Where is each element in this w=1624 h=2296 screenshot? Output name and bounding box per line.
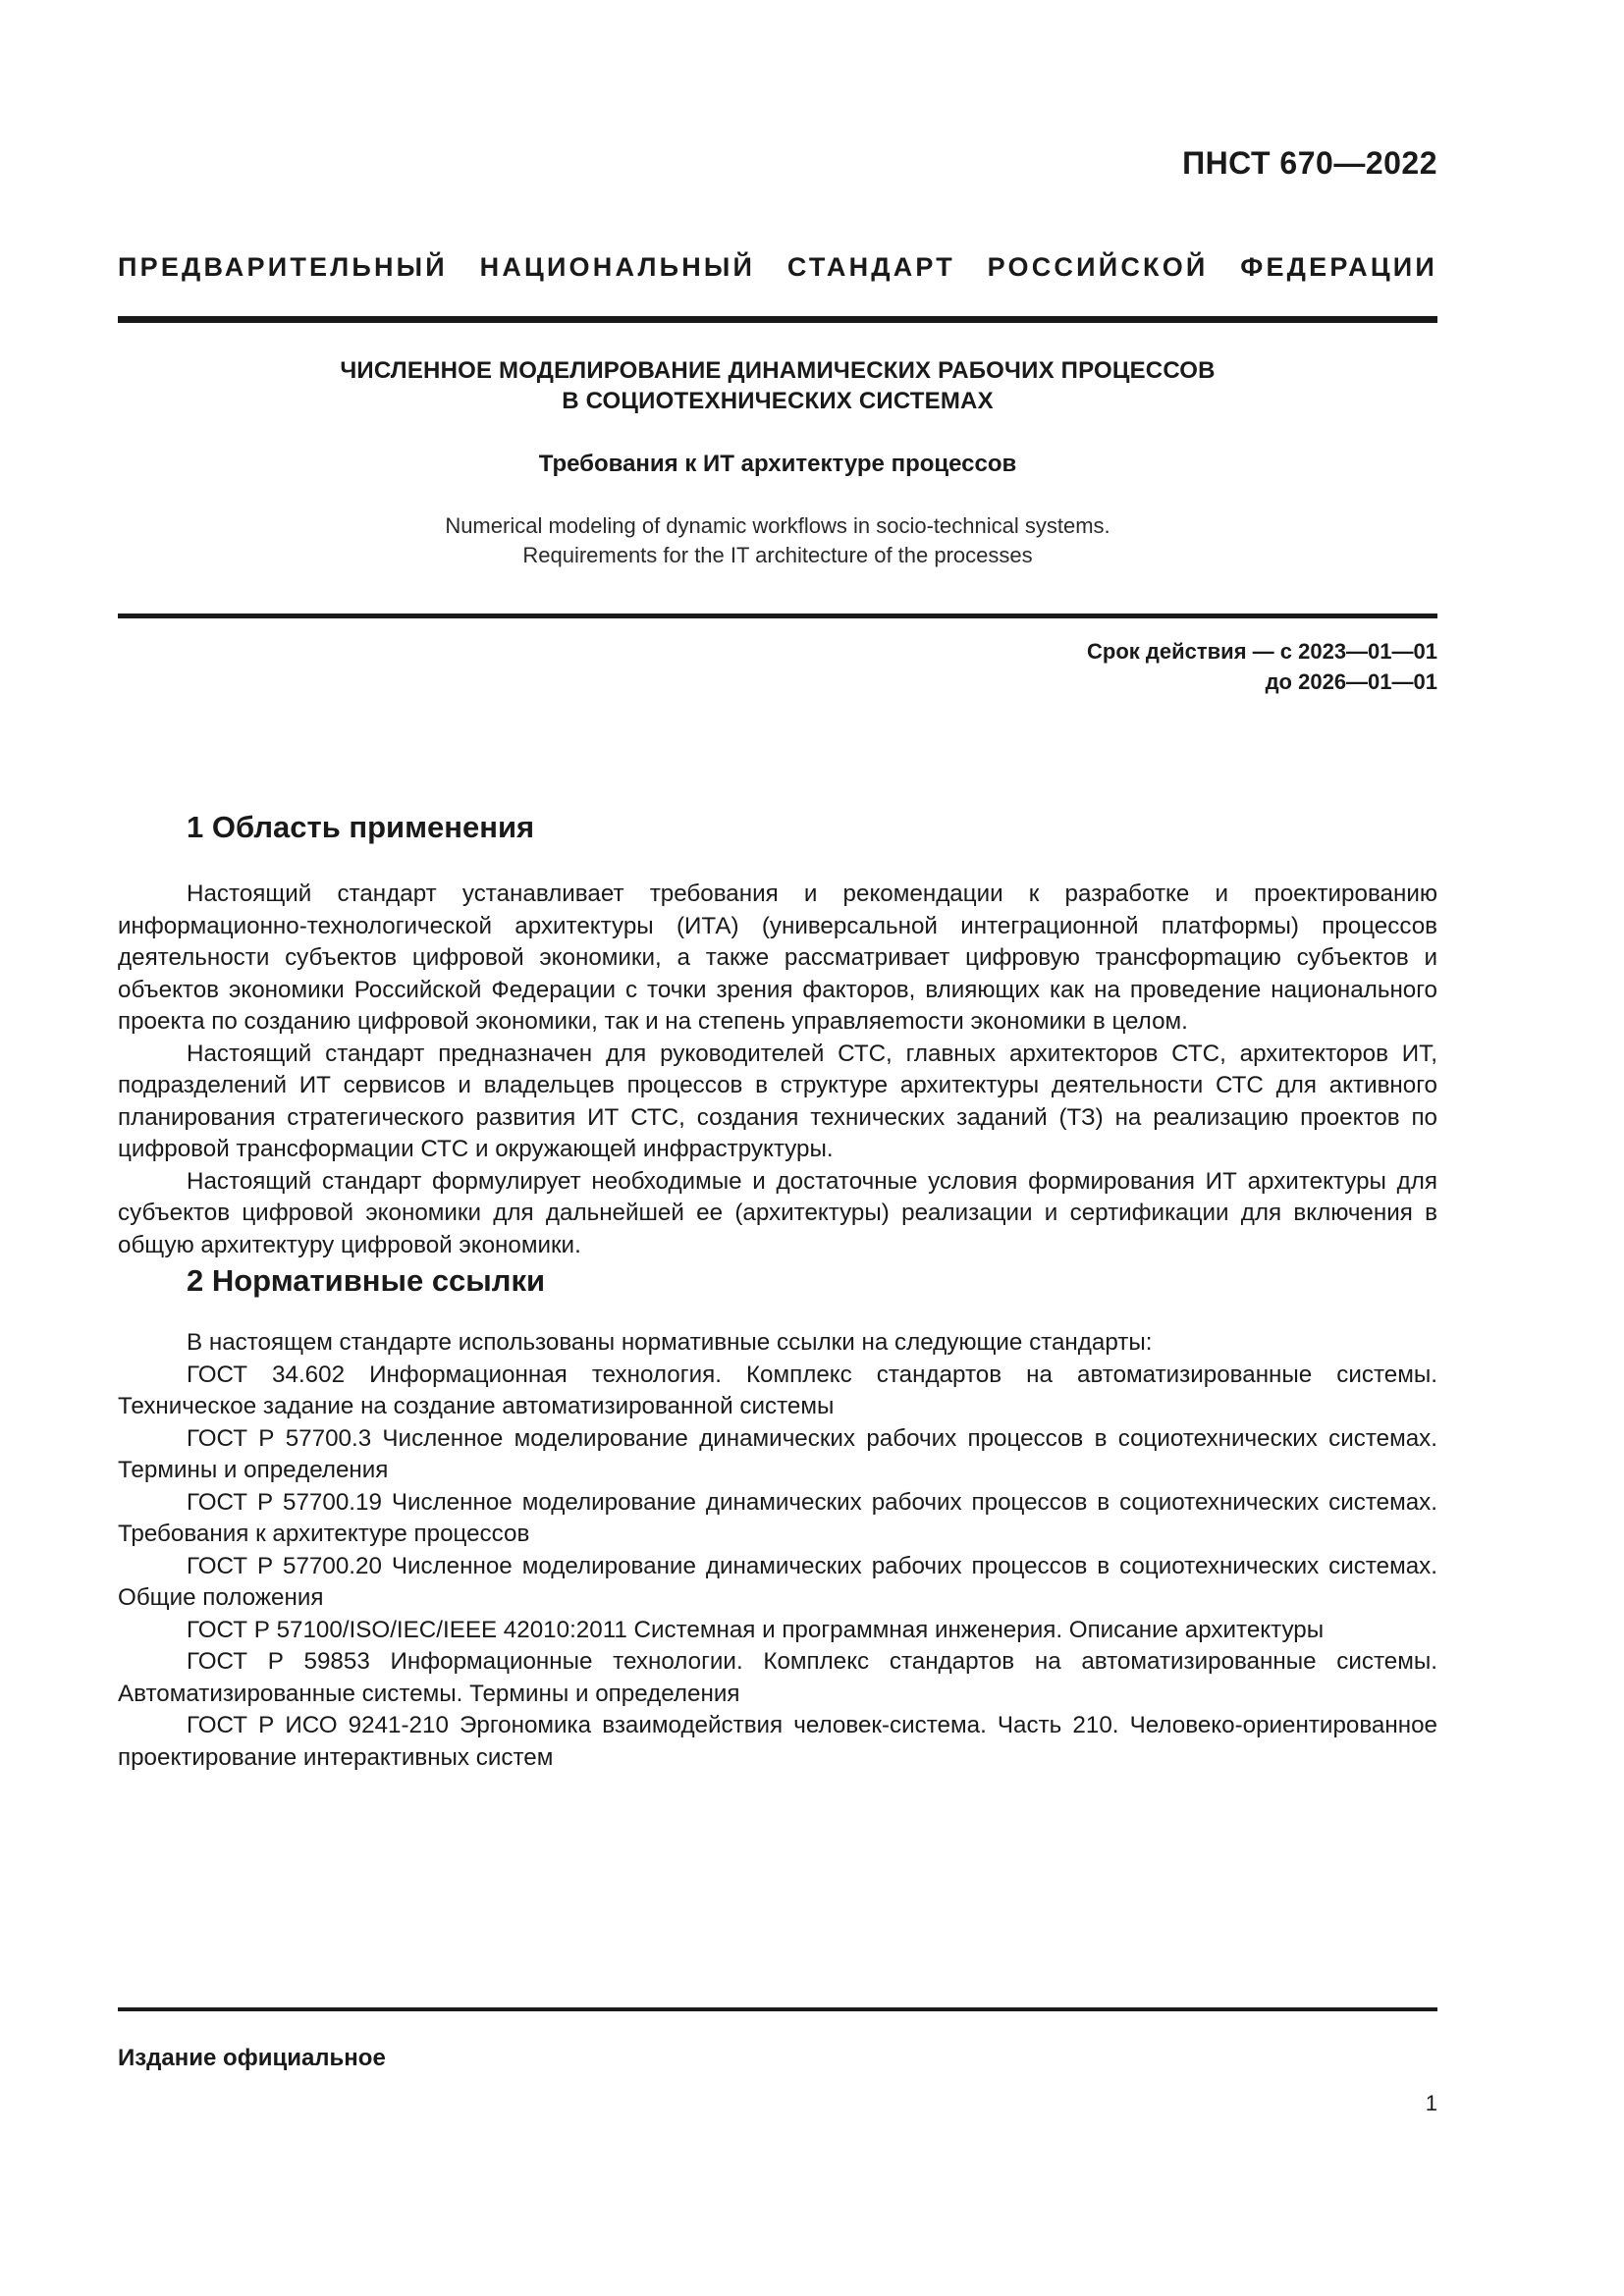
document-subtitle: Требования к ИТ архитектуре процессов	[538, 451, 1017, 477]
document-title	[118, 355, 1437, 416]
reference-item: ГОСТ Р 57700.19 Численное моделирование динамических рабочих процессов в социотехнических системах. Требования к архитектуре процессов	[118, 1488, 1437, 1547]
reference-item: ГОСТ Р 57700.3 Численное моделирование динамических рабочих процессов в социотехнических системах. Термины и определения	[118, 1424, 1437, 1483]
section-1-paragraph: Настоящий стандарт устанавливает требования и рекомендации к разработке и проектированию информационно-технологической архитектуры (ИТА) (универсальной интеграционной платформы) процессов деятельности субъектов цифровой экономики, а также рассматривает цифровую трансфорmацию субъектов и объектов экономики Российской Федерации с точки зрения факторов, влияющих как на проведение национального проекта по созданию цифровой экономики, так и на степень управляеmости экономики в целом.	[118, 881, 1437, 1035]
validity-start: Срок действия — с 2023—01—01	[1087, 639, 1437, 664]
reference-item: ГОСТ 34.602 Информационная технология. Комплекс стандартов на автоматизированные системы. Техническое задание на создание автоматизированной системы	[118, 1361, 1437, 1419]
reference-item: ГОСТ Р ИСО 9241-210 Эргономика взаимодействия человек-система. Часть 210. Человеко-ориентированное проектирование интерактивных систем	[118, 1712, 1437, 1771]
title-divider	[118, 614, 1437, 618]
page-number: 1	[1425, 2091, 1437, 2115]
document-body	[118, 808, 1437, 1774]
official-edition-label: Издание официальное	[118, 2045, 386, 2071]
english-title-line-2: Requirements for the IT architecture of the processes	[522, 543, 1033, 567]
header-divider	[118, 316, 1437, 323]
validity-end: до 2026—01—01	[1265, 669, 1437, 694]
reference-item: ГОСТ Р 57100/ISO/IEC/IEEE 42010:2011 Системная и программная инженерия. Описание архитектуры	[187, 1616, 1325, 1643]
document-title-line-1: ЧИСЛЕННОЕ МОДЕЛИРОВАНИЕ ДИНАМИЧЕСКИХ РАБОЧИХ ПРОЦЕССОВ	[340, 357, 1216, 384]
reference-item: ГОСТ Р 59853 Информационные технологии. Комплекс стандартов на автоматизированные системы. Автоматизированные системы. Термины и определения	[118, 1648, 1437, 1707]
english-title	[118, 511, 1437, 570]
section-2-body	[118, 1327, 1437, 1774]
document-number: ПНСТ 670—2022	[1182, 145, 1437, 181]
section-1-paragraph: Настоящий стандарт формулирует необходимые и достаточные условия формирования ИТ архитектуры для субъектов цифровой экономики для дальнейшей ее (архитектуры) реализации и сертификации для включения в общую архитектуру цифровой экономики.	[118, 1167, 1437, 1258]
references-intro: В настоящем стандарте использованы нормативные ссылки на следующие стандарты:	[187, 1329, 1153, 1356]
document-title-line-2: В СОЦИОТЕХНИЧЕСКИХ СИСТЕМАХ	[562, 388, 994, 414]
section-1-body	[118, 879, 1437, 1261]
document-page	[118, 0, 1437, 2296]
section-1-heading: 1 Область применения	[187, 810, 535, 844]
title-block	[118, 355, 1437, 570]
reference-item: ГОСТ Р 57700.20 Численное моделирование динамических рабочих процессов в социотехнических системах. Общие положения	[118, 1552, 1437, 1611]
section-2-heading: 2 Нормативные ссылки	[187, 1263, 546, 1298]
validity-period	[1087, 636, 1437, 697]
english-title-line-1: Numerical modeling of dynamic workflows in socio-technical systems.	[445, 513, 1110, 538]
standard-type-heading: ПРЕДВАРИТЕЛЬНЫЙ НАЦИОНАЛЬНЫЙ СТАНДАРТ РОССИЙСКОЙ ФЕДЕРАЦИИ	[118, 252, 1437, 282]
section-1-paragraph: Настоящий стандарт предназначен для руководителей СТС, главных архитекторов СТС, архитекторов ИТ, подразделений ИТ сервисов и владельцев процессов в структуре архитектуры деятельности СТС для активного планирования стратегического развития ИТ СТС, создания технических заданий (ТЗ) на реализацию проектов по цифровой трансформации СТС и окружающей инфраструктуры.	[118, 1040, 1437, 1162]
footer-divider	[118, 2007, 1437, 2011]
